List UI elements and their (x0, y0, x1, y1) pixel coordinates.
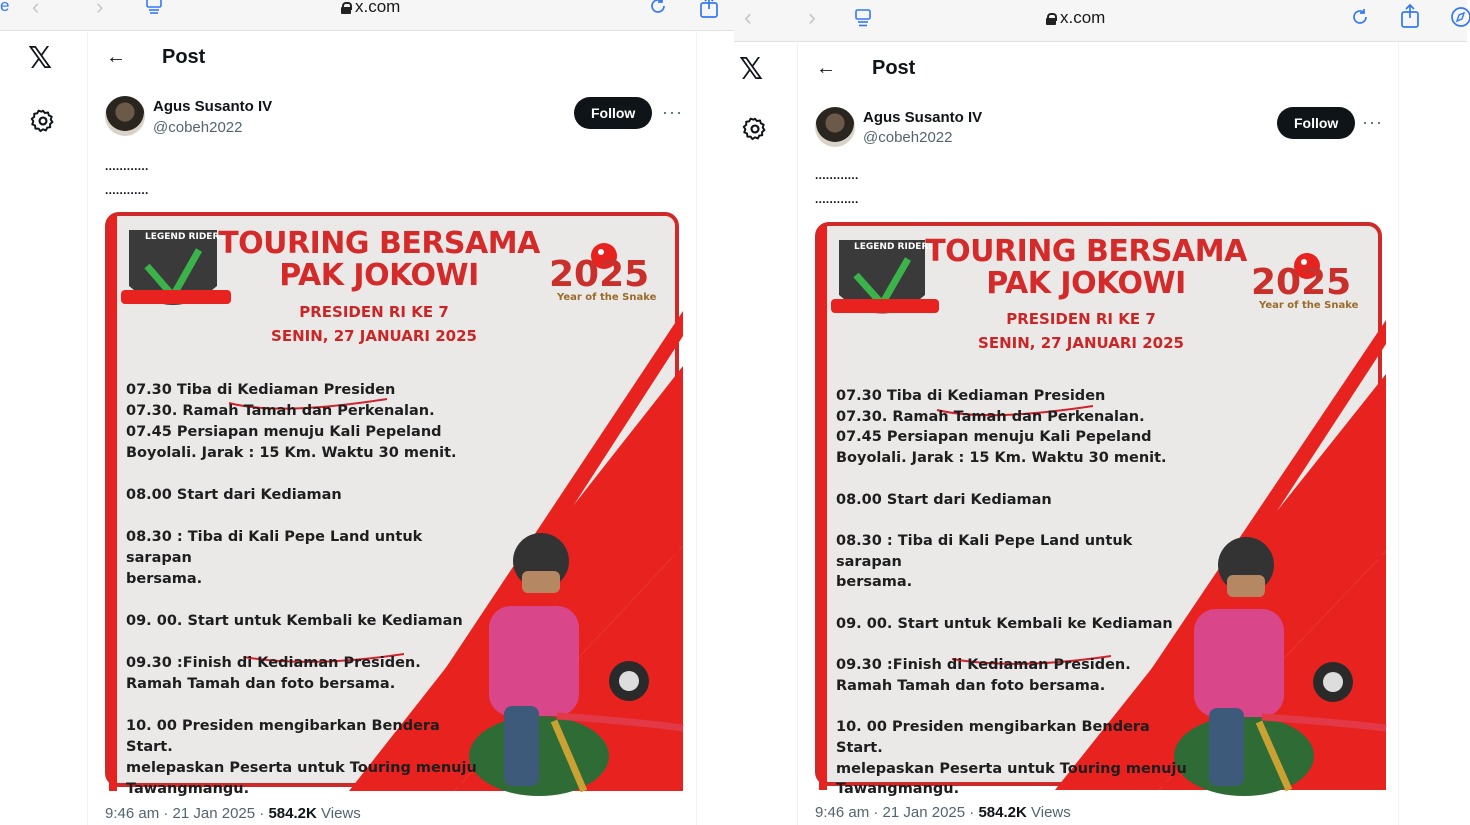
meta-separator: · (873, 804, 879, 821)
schedule-line: Tawangmangu. (126, 781, 250, 797)
schedule-line: 10. 00 Presiden mengibarkan Bendera Start. (836, 719, 1150, 756)
schedule-gap (836, 696, 1196, 717)
schedule-line: 07.30 Tiba di Kediaman Presiden (126, 382, 396, 398)
browser-forward-icon[interactable]: › (96, 0, 104, 19)
share-icon[interactable] (699, 0, 719, 23)
page-title: Post (872, 57, 916, 79)
post-column (88, 32, 697, 825)
tabs-overview-icon[interactable] (855, 9, 871, 32)
author-handle[interactable]: @cobeh2022 (153, 119, 243, 136)
author-name[interactable]: Agus Susanto IV (153, 98, 273, 115)
club-logo-text: LEGEND RIDERS (145, 232, 226, 242)
poster-year: 2025 (1251, 262, 1352, 303)
x-logo-icon[interactable]: 𝕏 (28, 42, 53, 75)
page-title: Post (162, 46, 206, 68)
browser-back-icon[interactable]: ‹ (744, 4, 752, 31)
poster-year-caption: Year of the Snake (1259, 300, 1359, 311)
poster-title-line-1: TOURING BERSAMA (925, 234, 1247, 269)
poster-schedule (836, 386, 1196, 800)
share-icon[interactable] (1400, 4, 1420, 33)
views-count[interactable]: 584.2K (978, 804, 1027, 821)
schedule-gap (836, 593, 1196, 614)
compass-icon[interactable] (1450, 6, 1470, 33)
schedule-gap (126, 464, 486, 485)
poster-image[interactable] (105, 212, 679, 797)
schedule-line: 07.30. Ramah Tamah dan Perkenalan. (126, 403, 435, 419)
poster-schedule (126, 380, 486, 800)
schedule-line: 07.45 Persiapan menuju Kali Pepeland (126, 424, 442, 440)
reload-icon[interactable] (649, 0, 667, 20)
avatar[interactable] (105, 96, 145, 136)
post-time[interactable]: 9:46 am (105, 805, 160, 822)
author-name[interactable]: Agus Susanto IV (863, 109, 983, 126)
browser-left-edge-fragment: e (0, 0, 10, 15)
tweet-text-line-1: ............ (815, 168, 859, 182)
schedule-gap (126, 506, 486, 527)
schedule-gap (126, 632, 486, 653)
tweet-text-line-2: ............ (105, 183, 149, 197)
schedule-line: 09.30 :Finish di Kediaman Presiden. (126, 655, 421, 671)
more-options-icon[interactable]: ··· (662, 102, 683, 122)
right-screenshot-pane (734, 0, 1467, 825)
browser-toolbar (0, 0, 734, 31)
post-column (798, 43, 1399, 825)
schedule-line: melepaskan Peserta untuk Touring menuju (836, 760, 1187, 777)
poster-image[interactable] (815, 222, 1382, 798)
views-label: Views (1031, 804, 1071, 821)
post-time[interactable]: 9:46 am (815, 804, 870, 821)
lock-icon (1046, 13, 1056, 24)
post-meta (815, 804, 1071, 821)
schedule-line: 08.30 : Tiba di Kali Pepe Land untuk sarapan (126, 529, 423, 566)
post-meta (105, 805, 361, 822)
x-logo-icon[interactable]: 𝕏 (739, 53, 764, 86)
schedule-line: Ramah Tamah dan foto bersama. (836, 677, 1106, 694)
schedule-gap (836, 634, 1196, 655)
meta-separator: · (969, 804, 975, 821)
gear-icon[interactable] (742, 116, 768, 147)
club-logo-text: LEGEND RIDERS (854, 242, 935, 252)
meta-separator: · (163, 805, 169, 822)
views-count[interactable]: 584.2K (268, 805, 317, 822)
schedule-line: 07.30. Ramah Tamah dan Perkenalan. (836, 408, 1145, 425)
schedule-line: 08.30 : Tiba di Kali Pepe Land untuk sarapan (836, 532, 1133, 570)
poster-year: 2025 (549, 254, 650, 295)
schedule-line: 10. 00 Presiden mengibarkan Bendera Start. (126, 718, 440, 755)
schedule-line: bersama. (126, 571, 203, 587)
reload-icon[interactable] (1351, 8, 1369, 31)
poster-title-line-1: TOURING BERSAMA (218, 226, 540, 261)
schedule-line: 08.00 Start dari Kediaman (836, 491, 1052, 508)
browser-toolbar (734, 0, 1467, 42)
poster-title-line-2: PAK JOKOWI (279, 258, 479, 293)
poster-subtitle-1: PRESIDEN RI KE 7 (1006, 310, 1156, 328)
views-label: Views (321, 805, 361, 822)
more-options-icon[interactable]: ··· (1362, 112, 1383, 132)
browser-forward-icon[interactable]: › (808, 4, 816, 31)
schedule-gap (836, 510, 1196, 531)
x-sidebar (734, 43, 798, 825)
schedule-line: 09. 00. Start untuk Kembali ke Kediaman (836, 615, 1173, 632)
schedule-line: 07.30 Tiba di Kediaman Presiden (836, 388, 1106, 404)
schedule-gap (836, 469, 1196, 490)
back-arrow-icon[interactable]: ← (106, 46, 126, 68)
address-url: x.com (355, 0, 401, 16)
lock-icon (341, 2, 351, 13)
address-bar[interactable] (341, 0, 400, 17)
poster-title-line-2: PAK JOKOWI (986, 266, 1186, 301)
poster-subtitle-2: SENIN, 27 JANUARI 2025 (271, 327, 477, 345)
tabs-overview-icon[interactable] (146, 0, 162, 19)
poster-year-caption: Year of the Snake (557, 292, 657, 303)
schedule-gap (126, 695, 486, 716)
post-date[interactable]: 21 Jan 2025 (882, 804, 966, 821)
poster-subtitle-2: SENIN, 27 JANUARI 2025 (978, 334, 1184, 352)
author-handle[interactable]: @cobeh2022 (863, 129, 953, 146)
schedule-gap (126, 590, 486, 611)
browser-back-icon[interactable]: ‹ (32, 0, 40, 19)
schedule-line: 08.00 Start dari Kediaman (126, 487, 342, 503)
schedule-line: Boyolali. Jarak : 15 Km. Waktu 30 menit. (836, 450, 1167, 467)
follow-button[interactable]: Follow (574, 97, 652, 129)
address-url: x.com (1060, 8, 1106, 27)
follow-button[interactable]: Follow (1277, 107, 1355, 139)
back-arrow-icon[interactable]: ← (816, 57, 836, 79)
schedule-line: Tawangmangu. (836, 781, 960, 798)
address-bar[interactable] (1046, 8, 1105, 28)
avatar[interactable] (815, 107, 855, 147)
schedule-line: 09.30 :Finish di Kediaman Presiden. (836, 657, 1131, 674)
schedule-line: 07.45 Persiapan menuju Kali Pepeland (836, 429, 1152, 446)
left-screenshot-pane (0, 0, 734, 825)
gear-icon[interactable] (30, 108, 56, 139)
tweet-text-line-1: ............ (105, 159, 149, 173)
post-date[interactable]: 21 Jan 2025 (172, 805, 256, 822)
schedule-line: 09. 00. Start untuk Kembali ke Kediaman (126, 613, 463, 629)
meta-separator: · (259, 805, 265, 822)
schedule-line: Boyolali. Jarak : 15 Km. Waktu 30 menit. (126, 445, 457, 461)
schedule-line: Ramah Tamah dan foto bersama. (126, 676, 396, 692)
poster-subtitle-1: PRESIDEN RI KE 7 (299, 303, 449, 321)
tweet-text-line-2: ............ (815, 192, 859, 206)
schedule-line: bersama. (836, 574, 913, 591)
x-sidebar (0, 32, 88, 825)
schedule-line: melepaskan Peserta untuk Touring menuju (126, 760, 477, 776)
